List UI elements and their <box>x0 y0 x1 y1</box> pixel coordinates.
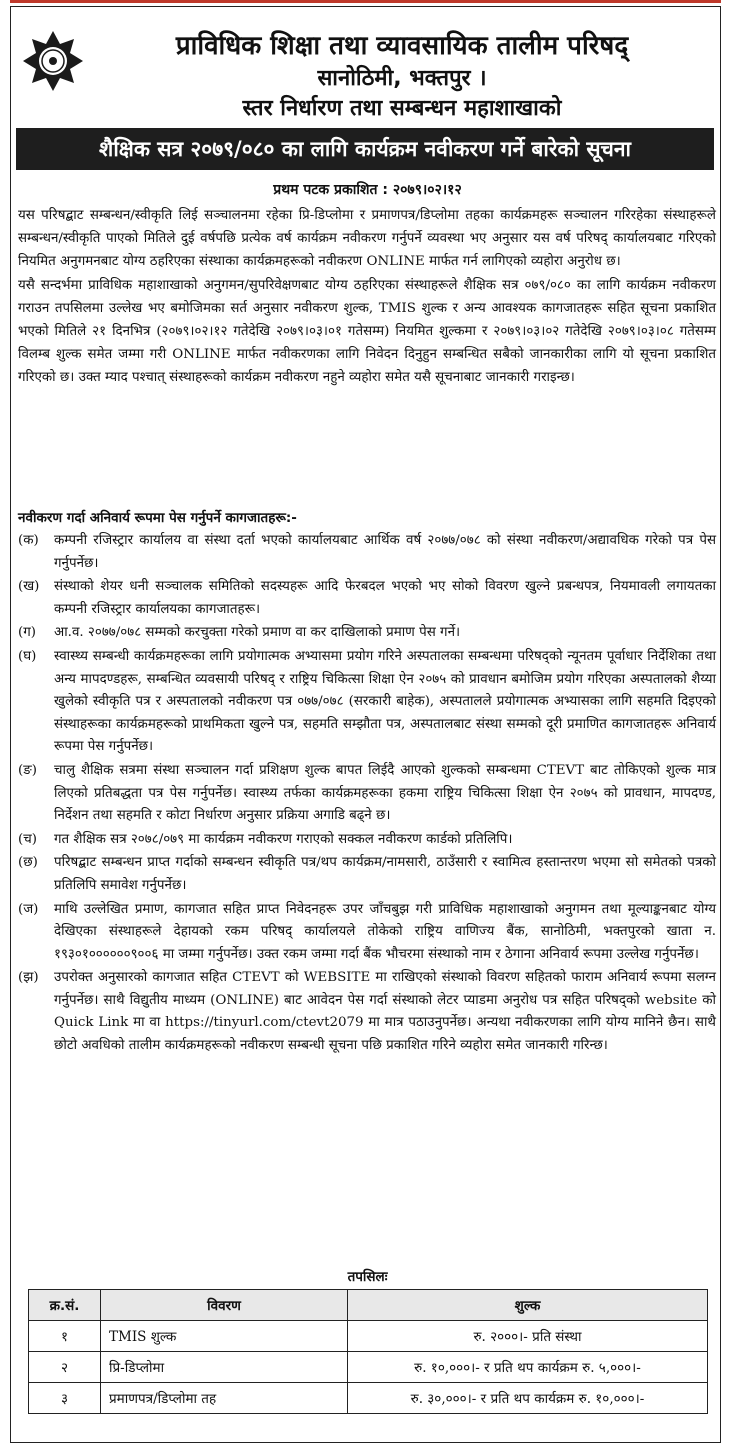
table-row <box>29 1352 708 1383</box>
requirements-heading: नवीकरण गर्दा अनिवार्य रूपमा पेस गर्नुपर्ने कागजातहरू:- <box>18 510 297 526</box>
list-item <box>18 530 716 575</box>
column-header-fee: शुल्क <box>348 1290 708 1321</box>
list-item <box>18 622 716 645</box>
table-header-row <box>29 1290 708 1321</box>
notice-title: शैक्षिक सत्र २०७९/०८० का लागि कार्यक्रम नवीकरण गर्ने बारेको सूचना <box>16 128 714 170</box>
column-header-sn: क्र.सं. <box>29 1290 101 1321</box>
org-address: सानोठिमी, भक्तपुर । <box>317 66 487 91</box>
list-marker: (ङ) <box>18 762 37 778</box>
cell-fee: रु. ३०,०००।- र प्रति थप कार्यक्रम रु. १०,०००।- <box>348 1383 708 1414</box>
fees-heading: तपसिलः <box>347 1269 388 1285</box>
list-marker: (ख) <box>18 579 40 595</box>
list-item <box>18 899 716 967</box>
cell-description: प्रि-डिप्लोमा <box>101 1352 348 1383</box>
cell-fee: रु. २०००।- प्रति संस्था <box>348 1321 708 1352</box>
column-header-description: विवरण <box>101 1290 348 1321</box>
list-text: परिषद्बाट सम्बन्धन प्राप्त गर्दाको सम्बन्धन स्वीकृति पत्र/थप कार्यक्रम/नामसारी, ठाउँसारी र स्वामित्व हस्तान्तरण भएमा सो समेतको पत्रको प्रतिलिपि समावेश गर्नुपर्नेछ। <box>54 855 716 893</box>
list-item <box>18 576 716 621</box>
list-marker: (छ) <box>18 855 38 871</box>
top-rule <box>10 0 721 3</box>
cell-description: TMIS शुल्क <box>101 1321 348 1352</box>
notice-body <box>18 204 716 390</box>
list-text: चालु शैक्षिक सत्रमा संस्था सञ्चालन गर्दा प्रशिक्षण शुल्क बापत लिईदै आएको शुल्कको सम्बन्धमा CTEVT बाट तोकिएको शुल्क मात्र लिएको प्रतिबद्धता पत्र पेस गर्नुपर्नेछ। स्वास्थ्य तर्फका कार्यक्रमहरूका हकमा राष्ट्रिय चिकित्सा शिक्षा ऐन २०७५ को प्रावधान, मापदण्ड, निर्देशन तथा सहमति र कोटा निर्धारण अनुसार प्रक्रिया अगाडि बढ्ने छ। <box>54 762 716 824</box>
cell-sn: २ <box>29 1352 101 1383</box>
fees-table <box>28 1289 708 1414</box>
list-item <box>18 760 716 828</box>
ctevt-logo-icon <box>22 30 84 92</box>
list-text: उपरोक्त अनुसारको कागजात सहित CTEVT को WEBSITE मा राखिएको संस्थाको विवरण सहितको फाराम अनिवार्य रूपमा सलग्न गर्नुपर्नेछ। साथै विद्युतीय माध्यम (ONLINE) बाट आवेदन पेस गर्दा संस्थाको लेटर प्याडमा अनुरोध पत्र सहित परिषद्को website को Quick Link मा वा https://tinyurl.com/ctevt2079 मा मात्र पठाउनुपर्नेछ। अन्यथा नवीकरणका लागि योग्य मानिने छैन। साथै छोटो अवधिको तालीम कार्यक्रमहरूको नवीकरण सम्बन्धी सूचना पछि प्रकाशित गरिने व्यहोरा समेत जानकारी गरिन्छ। <box>54 970 716 1054</box>
cell-sn: १ <box>29 1321 101 1352</box>
list-item <box>18 967 716 1057</box>
table-row <box>29 1383 708 1414</box>
table-row <box>29 1321 708 1352</box>
list-marker: (क) <box>18 533 39 548</box>
org-name: प्राविधिक शिक्षा तथा व्यावसायिक तालीम परिषद् <box>175 31 629 61</box>
notice-paragraph-1: यस परिषद्बाट सम्बन्धन/स्वीकृति लिई सञ्चालनमा रहेका प्रि-डिप्लोमा र प्रमाणपत्र/डिप्लोमा तहका कार्यक्रमहरू सञ्चालन गरिरहेका संस्थाहरूले सम्बन्धन/स्वीकृति पाएको मितिले दुई वर्षपछि प्रत्येक वर्ष कार्यक्रम नवीकरण गर्नुपर्ने व्यवस्था भए अनुसार यस वर्ष परिषद् कार्यालयबाट गरिएको नियमित अनुगमनबाट योग्य ठहरिएका संस्थाका कार्यक्रमहरूको नवीकरण ONLINE मार्फत गर्न लागिएको व्यहोरा अनुरोध छ। <box>18 208 716 270</box>
list-marker: (ज) <box>18 901 39 917</box>
department-name: स्तर निर्धारण तथा सम्बन्धन महाशाखाको <box>242 96 562 121</box>
cell-description: प्रमाणपत्र/डिप्लोमा तह <box>101 1383 348 1414</box>
list-text: कम्पनी रजिस्ट्रार कार्यालय वा संस्था दर्ता भएको कार्यालयबाट आर्थिक वर्ष २०७७/०७८ को संस्था नवीकरण/अद्यावधिक गरेको पत्र पेस गर्नुपर्नेछ। <box>54 533 716 571</box>
cell-fee: रु. १०,०००।- र प्रति थप कार्यक्रम रु. ५,०००।- <box>348 1352 708 1383</box>
list-marker: (च) <box>18 831 37 847</box>
cell-sn: ३ <box>29 1383 101 1414</box>
requirements-list <box>18 530 716 1059</box>
list-marker: (घ) <box>18 648 37 664</box>
list-text: गत शैक्षिक सत्र २०७८/०७९ मा कार्यक्रम नवीकरण गराएको सक्कल नवीकरण कार्डको प्रतिलिपि। <box>54 831 513 847</box>
list-item <box>18 829 716 852</box>
publication-date: प्रथम पटक प्रकाशित : २०७९।०२।१२ <box>273 182 462 198</box>
list-text: स्वास्थ्य सम्बन्धी कार्यक्रमहरूका लागि प्रयोगात्मक अभ्यासमा प्रयोग गरिने अस्पतालका सम्बन्धमा परिषद्को न्यूनतम पूर्वाधार निर्देशिका तथा अन्य मापदण्डहरू, सम्बन्धित व्यवसायी परिषद् र राष्ट्रिय चिकित्सा शिक्षा ऐन २०७५ को प्रावधान बमोजिम प्रयोग गरिएका अस्पतालको शैय्या खुलेको स्वीकृति पत्र र अस्पतालको नवीकरण पत्र ०७७/०७८ (सरकारी बाहेक), अस्पतालले प्रयोगात्मक अभ्यासका लागि सहमति दिइएको संस्थाहरूका कार्यक्रमहरूको प्राथमिकता खुल्ने पत्र, सहमति सम्झौता पत्र, अस्पतालबाट संस्था सम्मको दूरी प्रमाणित कागजातहरू अनिवार्य रूपमा पेस गर्नुपर्नेछ। <box>54 648 716 755</box>
list-item <box>18 646 716 759</box>
notice-paragraph-2: यसै सन्दर्भमा प्राविधिक महाशाखाको अनुगमन/सुपरिवेक्षणबाट योग्य ठहरिएका संस्थाहरूले शैक्षिक सत्र ०७९/०८० का लागि कार्यक्रम नवीकरण गराउन तपसिलमा उल्लेख भए बमोजिमका सर्त अनुसार नवीकरण शुल्क, TMIS शुल्क र अन्य आवश्यक कागजातहरू सहित सूचना प्रकाशित भएको मितिले २१ दिनभित्र (२०७९।०२।१२ गतेदेखि २०७९।०३।०१ गतेसम्म) नियमित शुल्कमा र २०७९।०३।०२ गतेदेखि २०७९।०३।०८ गतेसम्म विलम्ब शुल्क समेत जम्मा गरी ONLINE मार्फत नवीकरणका लागि निवेदन दिनुहुन सम्बन्धित सबैको जानकारीका लागि यो सूचना प्रकाशित गरिएको छ। उक्त म्याद पश्चात् संस्थाहरूको कार्यक्रम नवीकरण नहुने व्यहोरा समेत यसै सूचनाबाट जानकारी गराइन्छ। <box>18 277 716 386</box>
list-item <box>18 852 716 897</box>
list-text: संस्थाको शेयर धनी सञ्चालक समितिको सदस्यहरू आदि फेरबदल भएको भए सोको विवरण खुल्ने प्रबन्धपत्र, नियमावली लगायतका कम्पनी रजिस्ट्रार कार्यालयका कागजातहरू। <box>54 579 716 617</box>
list-text: आ.व. २०७७/०७८ सम्मको करचुक्ता गरेको प्रमाण वा कर दाखिलाको प्रमाण पेस गर्ने। <box>54 625 461 641</box>
list-marker: (झ) <box>18 970 39 986</box>
list-marker: (ग) <box>18 625 36 641</box>
notice-header <box>22 26 712 130</box>
list-text: माथि उल्लेखित प्रमाण, कागजात सहित प्राप्त निवेदनहरू उपर जाँचबुझ गरी प्राविधिक महाशाखाको अनुगमन तथा मूल्याङ्कनबाट योग्य देखिएका संस्थाहरूले देहायको रकम परिषद् कार्यालयले तोकेको राष्ट्रिय वाणिज्य बैंक, सानोठिमी, भक्तपुरको खाता न. १९३०१००००००९००६ मा जम्मा गर्नुपर्नेछ। उक्त रकम जम्मा गर्दा बैंक भौचरमा संस्थाको नाम र ठेगाना अनिवार्य रूपमा उल्लेख गर्नुपर्नेछ। <box>54 901 716 962</box>
